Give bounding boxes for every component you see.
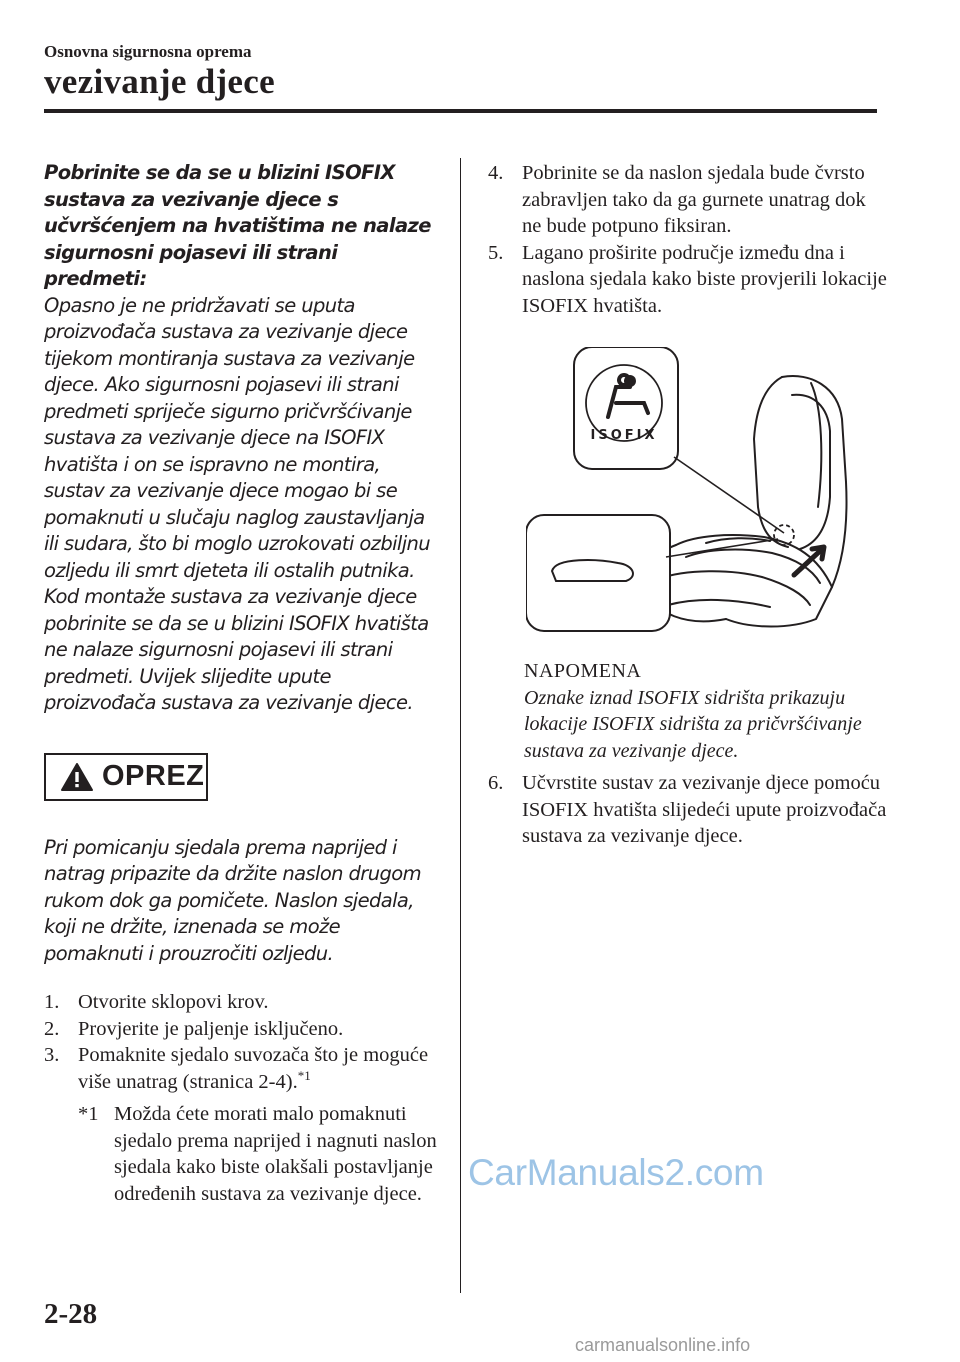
footer-site: carmanualsonline.info bbox=[575, 1335, 751, 1355]
step-text: Otvorite sklopovi krov. bbox=[78, 991, 269, 1013]
list-item bbox=[44, 1042, 442, 1095]
list-item bbox=[44, 989, 442, 1016]
step-number: 3. bbox=[44, 1044, 60, 1066]
step-text: Pobrinite se da naslon sjedala bude čvrsto zabravljen tako da ga gurnete unatrag dok ne bude potpuno fiksiran. bbox=[522, 162, 866, 237]
steps-list-right-2 bbox=[488, 770, 888, 850]
list-item bbox=[488, 770, 888, 850]
step-number: 2. bbox=[44, 1017, 60, 1040]
note-block bbox=[524, 658, 888, 764]
step-text: Provjerite je paljenje isključeno. bbox=[78, 1017, 344, 1040]
note-title: NAPOMENA bbox=[524, 660, 642, 682]
footnote-mark: *1 bbox=[78, 1103, 99, 1125]
footnote bbox=[78, 1101, 442, 1207]
header-rule bbox=[44, 109, 877, 113]
list-item bbox=[488, 240, 888, 320]
step-number: 6. bbox=[488, 772, 504, 794]
warning-heading: Pobrinite se da se u blizini ISOFIX sustava za vezivanje djece s učvršćenjem na hvatištima ne nalaze sigurnosni pojasevi ili strani predmeti: bbox=[44, 161, 431, 290]
step-number: 5. bbox=[488, 241, 504, 264]
section-label: Osnovna sigurnosna oprema bbox=[44, 42, 252, 61]
step-text-body: Pomaknite sjedalo suvozača što je moguće više unatrag (stranica 2-4). bbox=[78, 1044, 429, 1093]
isofix-label: ISOFIX bbox=[590, 428, 658, 443]
step-text: Učvrstite sustav za vezivanje djece pomoću ISOFIX hvatišta slijedeći upute proizvođača sustava za vezivanje djece. bbox=[522, 772, 887, 847]
caution-label: OPREZ bbox=[102, 760, 205, 792]
page-number: 2-28 bbox=[44, 1298, 98, 1330]
steps-list-left bbox=[44, 989, 442, 1207]
right-column bbox=[488, 160, 888, 850]
list-item bbox=[44, 1016, 442, 1043]
isofix-seat-illustration bbox=[526, 347, 866, 632]
step-text bbox=[78, 1042, 442, 1095]
step-number: 1. bbox=[44, 991, 60, 1013]
step-text: Lagano proširite područje između dna i naslona sjedala kako biste provjerili lokacije ISOFIX hvatišta. bbox=[522, 241, 887, 317]
caution-text: Pri pomicanju sjedala prema naprijed i natrag pripazite da držite naslon drugom rukom dok ga pomičete. Naslon sjedala, koji ne držite, iznenada se može pomaknuti i prouzročiti ozljedu. bbox=[44, 835, 421, 965]
watermark: CarManuals2.com bbox=[468, 1152, 764, 1193]
footnote-text: Možda ćete morati malo pomaknuti sjedalo prema naprijed i nagnuti naslon sjedala kako biste olakšali postavljanje određenih sustava za vezivanje djece. bbox=[114, 1103, 437, 1205]
step-number: 4. bbox=[488, 162, 504, 184]
caution-badge bbox=[44, 753, 208, 801]
column-divider bbox=[460, 158, 461, 1293]
steps-list-right bbox=[488, 160, 888, 319]
warning-block bbox=[44, 160, 442, 717]
left-column bbox=[44, 160, 442, 1207]
chapter-title: vezivanje djece bbox=[44, 62, 275, 101]
list-item bbox=[488, 160, 888, 240]
footnote-ref: *1 bbox=[297, 1067, 311, 1083]
warning-triangle-icon bbox=[60, 762, 94, 792]
note-text: Oznake iznad ISOFIX sidrišta prikazuju lokacije ISOFIX sidrišta za pričvršćivanje sustava za vezivanje djece. bbox=[524, 686, 862, 762]
warning-body: Opasno je ne pridržavati se uputa proizvođača sustava za vezivanje djece tijekom montiranja sustava za vezivanje djece. Ako sigurnosni pojasevi ili strani predmeti spriječe sigurno pričvršćivanje sustava za vezivanje djece na ISOFIX hvatišta i on se ispravno ne montira, sustav za vezivanje djece mogao bi se pomaknuti u slučaju naglog zaustavljanja ili sudara, što bi moglo uzrokovati ozbiljnu ozljedu ili smrt djeteta ili ostalih putnika. Kod montaže sustava za vezivanje djece pobrinite se da se u blizini ISOFIX hvatišta ne nalaze sigurnosni pojasevi ili strani predmeti. Uvijek slijedite upute proizvođača sustava za vezivanje djece. bbox=[44, 293, 431, 714]
